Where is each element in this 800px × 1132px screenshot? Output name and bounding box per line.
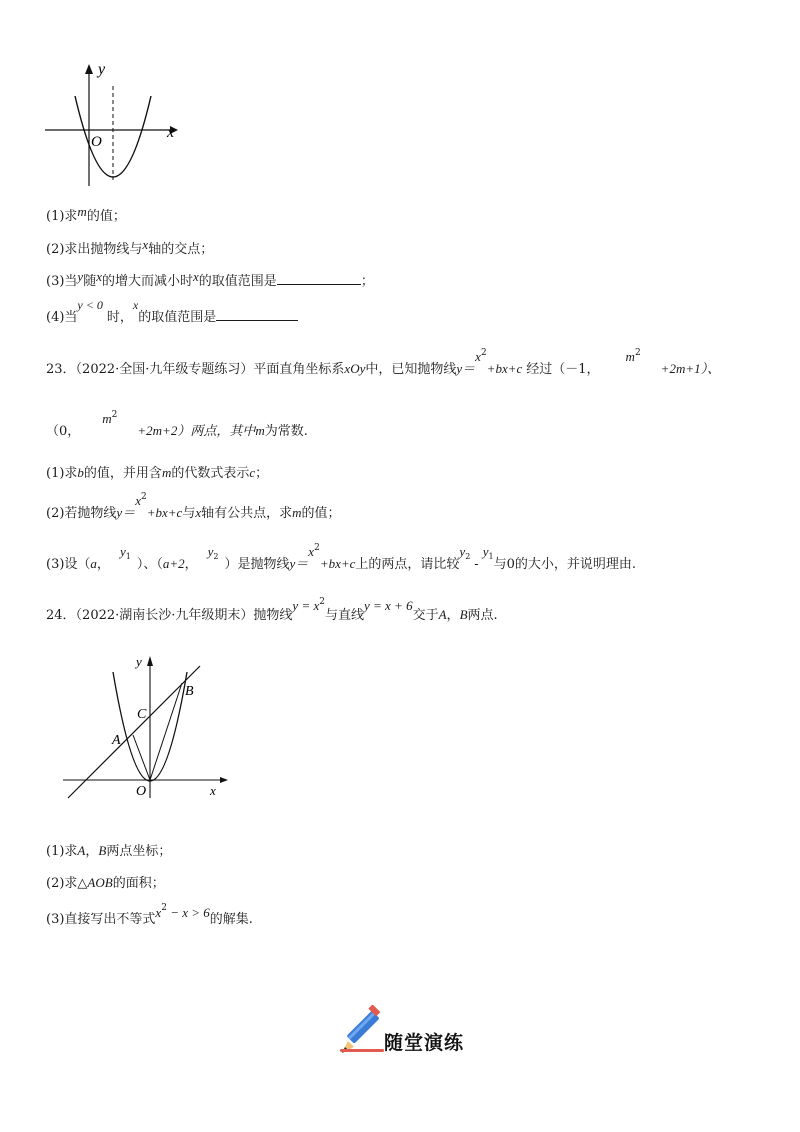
segment-OA — [133, 735, 150, 780]
q24-part1: (1)求A，B两点坐标； — [46, 843, 172, 859]
y-axis-label: y — [98, 61, 106, 78]
q23-part2: (2)若抛物线$y=x^2+bx+c$与x轴有公共点，求m的值； — [46, 492, 341, 521]
origin-label: O — [91, 134, 102, 150]
x-axis-arrow — [220, 777, 228, 783]
answer-blank — [277, 272, 361, 285]
q22-part2: (2)求出抛物线与x轴的交点； — [46, 237, 214, 257]
point-B-label: B — [185, 684, 194, 699]
parabola-graph-q22 — [45, 58, 185, 190]
q22-part4: (4)当y < 0时，x的取值范围是 — [46, 306, 298, 325]
answer-blank — [216, 308, 298, 321]
y-axis-arrow — [147, 656, 153, 666]
parabola-line-graph-q24 — [60, 650, 235, 800]
x-axis-label: x — [210, 783, 216, 798]
banner-underline — [340, 1049, 384, 1052]
line-y-equals-x-plus-6 — [68, 666, 200, 798]
q24-part2: (2)求△AOB的面积； — [46, 875, 165, 891]
origin-label: O — [136, 784, 147, 799]
q24-stem: 24．（2022·湖南长沙·九年级期末）抛物线$y = x^2$与直线y = x + 6交于A，B两点. — [46, 597, 498, 623]
point-C-label: C — [137, 707, 147, 722]
y-axis-arrow — [85, 64, 93, 74]
point-A-label: A — [112, 733, 121, 748]
q24-part3: (3)直接写出不等式$x^2 - x > 6$的解集. — [46, 903, 253, 927]
x-axis-label: x — [167, 124, 175, 141]
q22-part3: (3)当y随x的增大而减小时x的取值范围是 ； — [46, 269, 374, 289]
segment-OB — [150, 683, 182, 780]
y-axis-label: y — [136, 654, 142, 669]
q23-stem-line1: 23．（2022·全国·九年级专题练习）平面直角坐标系xOy中，已知抛物线$y=x^2+bx+c$ 经过（－1，$m^2+2m+1$）、 — [46, 348, 721, 377]
q23-part3: (3)设（a，$y^1$）、（a+2，$y^2$）是抛物线$y=x^2+bx+c$上的两点，请比较$y^2-y^1$与0的大小，并说明理由. — [46, 543, 636, 572]
practice-banner — [338, 1005, 468, 1057]
banner-title: 随堂演练 — [384, 1032, 465, 1054]
q23-stem-line2: （0，$m^2+2m+2$）两点，其中m为常数. — [46, 410, 308, 439]
q22-part1: (1)求m的值； — [46, 204, 126, 224]
q23-part1: (1)求b的值，并用含m的代数式表示c； — [46, 465, 269, 481]
